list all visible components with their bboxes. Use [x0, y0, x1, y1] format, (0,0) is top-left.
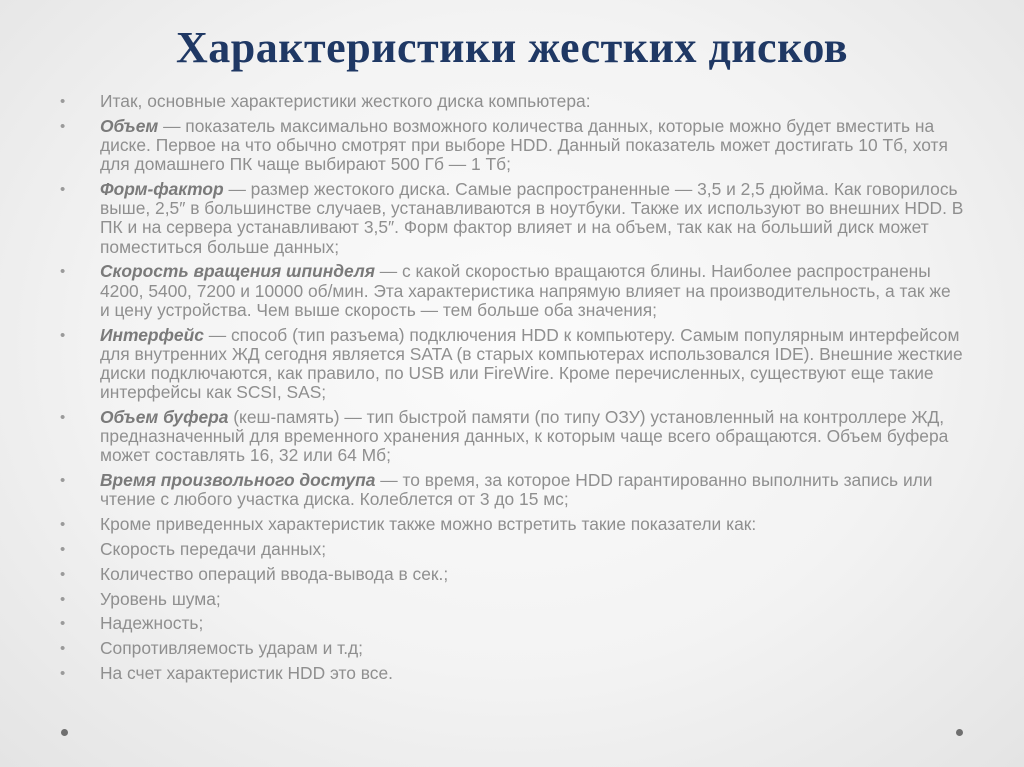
- item-text: Надежность;: [100, 613, 204, 634]
- list-item: [60, 639, 965, 658]
- item-term: Интерфейс: [100, 324, 204, 345]
- decorative-dot-left: [61, 729, 68, 736]
- bullet-icon: •: [60, 472, 66, 490]
- item-text: — с какой скоростью вращаются блины. Наиболее распространены 4200, 5400, 7200 и 10000 об/мин. Эта характеристика напрямую влияет на производительность, а так же и цену устройства. Чем выше скорость — тем больше оба значения;: [100, 261, 951, 320]
- bullet-icon: •: [60, 181, 66, 198]
- decorative-dot-right: [956, 729, 963, 736]
- list-item: [60, 590, 965, 609]
- item-text: Кроме приведенных характеристик также можно встретить такие показатели как:: [100, 514, 757, 535]
- item-term: Форм-фактор: [100, 179, 224, 199]
- item-term: Объем: [100, 115, 159, 136]
- bullet-list: [60, 92, 965, 689]
- list-item: [60, 614, 965, 633]
- bullet-icon: •: [60, 93, 66, 110]
- bullet-icon: •: [60, 615, 66, 633]
- item-text: Скорость передачи данных;: [100, 539, 327, 560]
- list-item: [60, 408, 965, 466]
- item-text: Итак, основные характеристики жесткого диска компьютера:: [100, 91, 591, 111]
- bullet-icon: •: [60, 665, 66, 682]
- bullet-icon: •: [60, 409, 66, 427]
- item-text: — способ (тип разъема) подключения HDD к компьютеру. Самым популярным интерфейсом для внутренних ЖД сегодня является SATA (в старых компьютерах использовался IDE). Внешние жесткие диски подключаются, как правило, по USB или FireWire. Кроме перечисленных, существуют еще такие интерфейсы как SCSI, SAS;: [100, 324, 963, 403]
- bullet-icon: •: [60, 117, 66, 135]
- item-term: Скорость вращения шпинделя: [100, 261, 375, 282]
- item-text: (кеш-память) — тип быстрой памяти (по типу ОЗУ) установленный на контроллере ЖД, предназначенный для временного хранения данных, к которым чаще всего обращаются. Объем буфера может составлять 16, 32 или 64 Мб;: [100, 407, 949, 466]
- list-item: [60, 471, 965, 509]
- item-text: — то время, за которое HDD гарантированно выполнить запись или чтение с любого участка диска. Колеблется от 3 до 15 мс;: [100, 470, 933, 510]
- item-term: Объем буфера: [100, 407, 229, 428]
- list-item: [60, 180, 965, 257]
- bullet-icon: •: [60, 640, 66, 658]
- item-text: Сопротивляемость ударам и т.д;: [100, 638, 364, 659]
- item-text: Уровень шума;: [100, 588, 221, 609]
- bullet-icon: •: [60, 590, 66, 608]
- item-text: На счет характеристик HDD это все.: [100, 663, 393, 683]
- bullet-icon: •: [60, 263, 66, 281]
- list-item: [60, 262, 965, 320]
- bullet-icon: •: [60, 565, 66, 583]
- list-item: [60, 515, 965, 534]
- list-item: [60, 565, 965, 584]
- list-item: [60, 664, 965, 683]
- item-text: Количество операций ввода-вывода в сек.;: [100, 563, 449, 584]
- bullet-icon: •: [60, 516, 66, 534]
- bullet-icon: •: [60, 541, 66, 559]
- slide-title: Характеристики жестких дисков: [175, 23, 849, 72]
- list-item: [60, 540, 965, 559]
- item-text: — показатель максимально возможного количества данных, которые можно будет вместить на диске. Первое на что обычно смотрят при выборе HDD. Данный показатель может достигать 10 Тб, хотя для домашнего ПК чаще выбирают 500 Гб — 1 Тб;: [100, 115, 948, 175]
- list-item: [60, 117, 965, 175]
- item-text: — размер жестокого диска. Самые распространенные — 3,5 и 2,5 дюйма. Как говорилось выше, 2,5″ в большинстве случаев, устанавливаются в ноутбуки. Также их используют во внешних HDD. В ПК и на сервера устанавливают 3,5″. Форм фактор влияет и на объем, так как на больший диск может поместиться больше данных;: [100, 179, 964, 257]
- item-term: Время произвольного доступа: [100, 470, 376, 491]
- list-item: [60, 92, 965, 111]
- list-item: [60, 326, 965, 403]
- bullet-icon: •: [60, 326, 66, 344]
